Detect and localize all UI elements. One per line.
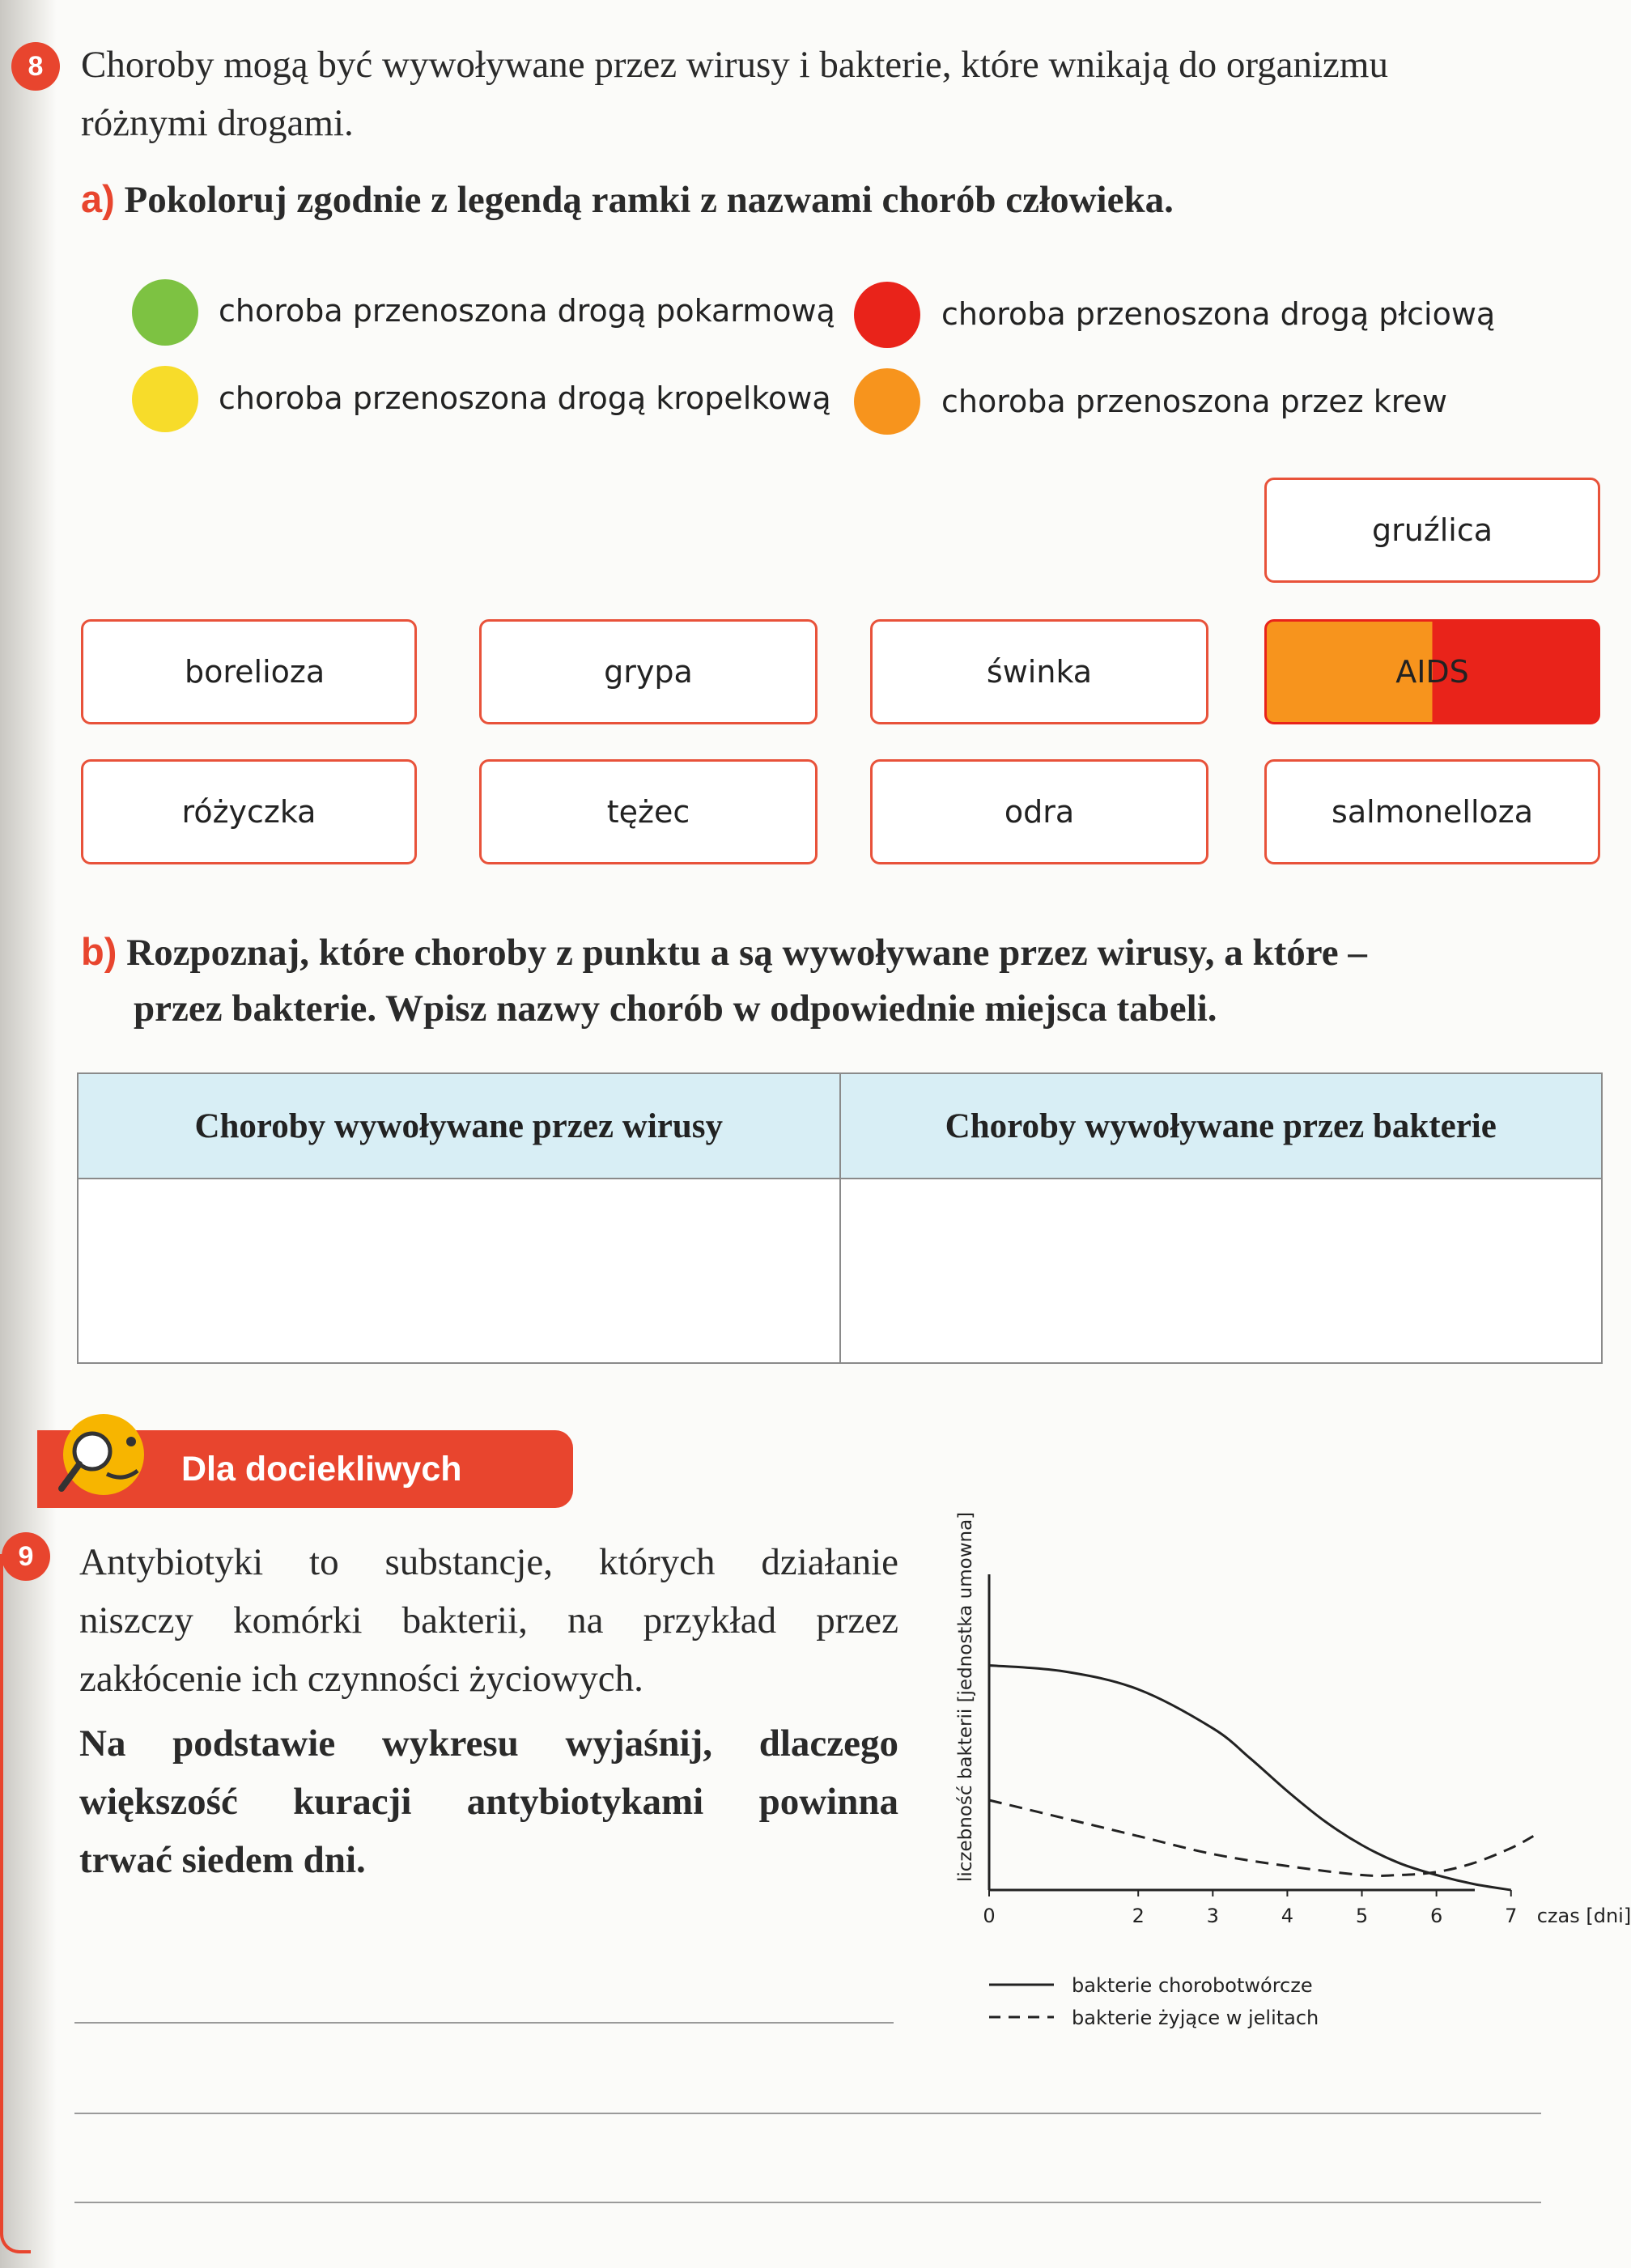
x-tick-label: 5 — [1355, 1905, 1369, 1927]
disease-label: odra — [1004, 794, 1075, 830]
task9-question-line3: trwać siedem dni. — [79, 1839, 366, 1881]
table-header-bacteria: Choroby wywoływane przez bakterie — [840, 1073, 1603, 1179]
subtask-a-instruction: Pokoloruj zgodnie z legendą ramki z nazwami chorób człowieka. — [124, 179, 1174, 221]
x-tick-label: 7 — [1505, 1905, 1518, 1927]
disease-box-grypa[interactable] — [479, 619, 818, 724]
task-number-badge — [11, 42, 60, 91]
table-cell-viruses-answer[interactable] — [78, 1179, 840, 1363]
disease-label: gruźlica — [1371, 512, 1493, 548]
series-line-2 — [989, 1800, 1533, 1875]
x-tick-label: 4 — [1281, 1905, 1294, 1927]
disease-label: tężec — [606, 794, 690, 830]
disease-label: grypa — [604, 654, 693, 690]
legend-label-droplet: choroba przenoszona drogą kropelkową — [219, 380, 831, 416]
x-tick-label: 3 — [1206, 1905, 1219, 1927]
disease-box-borelioza[interactable] — [81, 619, 417, 724]
disease-label: świnka — [986, 654, 1093, 690]
subtask-a-letter: a) — [81, 177, 115, 220]
task9-question-line1: Na podstawie wykresu wyjaśnij, dlaczego — [79, 1722, 898, 1765]
answer-line-1[interactable] — [74, 2022, 894, 2024]
disease-label: AIDS — [1395, 654, 1469, 690]
bacteria-chart — [939, 1511, 1631, 2052]
subtask-b-instruction-line2: przez bakterie. Wpisz nazwy chorób w odpowiednie miejsca tabeli. — [134, 987, 1217, 1030]
legend-label-blood: choroba przenoszona przez krew — [941, 384, 1447, 419]
table-header-viruses: Choroby wywoływane przez wirusy — [78, 1073, 840, 1179]
task9-side-bracket — [0, 1554, 31, 2253]
disease-box-aids[interactable] — [1264, 619, 1600, 724]
legend-series-2-label: bakterie żyjące w jelitach — [1072, 2007, 1319, 2029]
task9-question-line2: większość kuracji antybiotykami powinna — [79, 1781, 898, 1823]
subtask-b-instruction-line1: Rozpoznaj, które choroby z punktu a są wywoływane przez wirusy, a które – — [126, 932, 1367, 974]
task9-number: 9 — [18, 1541, 34, 1572]
task-number: 8 — [28, 51, 44, 82]
chart-y-axis-label: liczebność bakterii [jednostka umowna] — [955, 1511, 976, 1882]
magnifier-icon — [50, 1404, 155, 1510]
disease-box-gruzlica[interactable] — [1264, 478, 1600, 583]
task9-text-line3: zakłócenie ich czynności życiowych. — [79, 1658, 643, 1700]
disease-box-salmonelloza[interactable] — [1264, 759, 1600, 864]
chart-legend — [989, 1974, 1319, 2029]
task8-intro-line2: różnymi drogami. — [81, 102, 354, 144]
x-tick-label: 0 — [983, 1905, 996, 1927]
disease-label: borelioza — [185, 654, 325, 690]
x-tick-label: 2 — [1132, 1905, 1145, 1927]
answer-line-3[interactable] — [74, 2202, 1541, 2203]
disease-box-swinka[interactable] — [870, 619, 1208, 724]
legend-yellow-dot — [132, 366, 198, 432]
legend-label-sexual: choroba przenoszona drogą płciową — [941, 296, 1496, 332]
subtask-b-row — [81, 923, 1367, 982]
banner-label: Dla dociekliwych — [181, 1449, 462, 1489]
chart-ticks — [983, 1890, 1517, 1927]
table-cell-bacteria-answer[interactable] — [840, 1179, 1603, 1363]
disease-label: różyczka — [181, 794, 316, 830]
series-line-1 — [989, 1666, 1511, 1891]
task9-text-line2: niszczy komórki bakterii, na przykład przez — [79, 1599, 898, 1642]
task8-intro-line1: Choroby mogą być wywoływane przez wirusy i bakterie, które wnikają do organizmu — [81, 44, 1388, 86]
virus-bacteria-table — [77, 1072, 1603, 1364]
chart-axes — [989, 1574, 1475, 1890]
subtask-b-letter: b) — [81, 930, 117, 973]
x-tick-label: 6 — [1429, 1905, 1443, 1927]
legend-series-1-label: bakterie chorobotwórcze — [1072, 1974, 1313, 1997]
subtask-a-row — [81, 170, 1174, 229]
legend-red-dot — [854, 282, 920, 348]
chart-series — [989, 1666, 1533, 1891]
legend-green-dot — [132, 279, 198, 346]
disease-box-odra[interactable] — [870, 759, 1208, 864]
legend-orange-dot — [854, 368, 920, 435]
disease-box-tezec[interactable] — [479, 759, 818, 864]
legend-label-food: choroba przenoszona drogą pokarmową — [219, 293, 835, 329]
disease-label: salmonelloza — [1332, 794, 1533, 830]
disease-box-rozyczka[interactable] — [81, 759, 417, 864]
answer-line-2[interactable] — [74, 2113, 1541, 2114]
task9-text-line1: Antybiotyki to substancje, których działanie — [79, 1541, 898, 1583]
chart-x-axis-label: czas [dni] — [1536, 1905, 1631, 1927]
